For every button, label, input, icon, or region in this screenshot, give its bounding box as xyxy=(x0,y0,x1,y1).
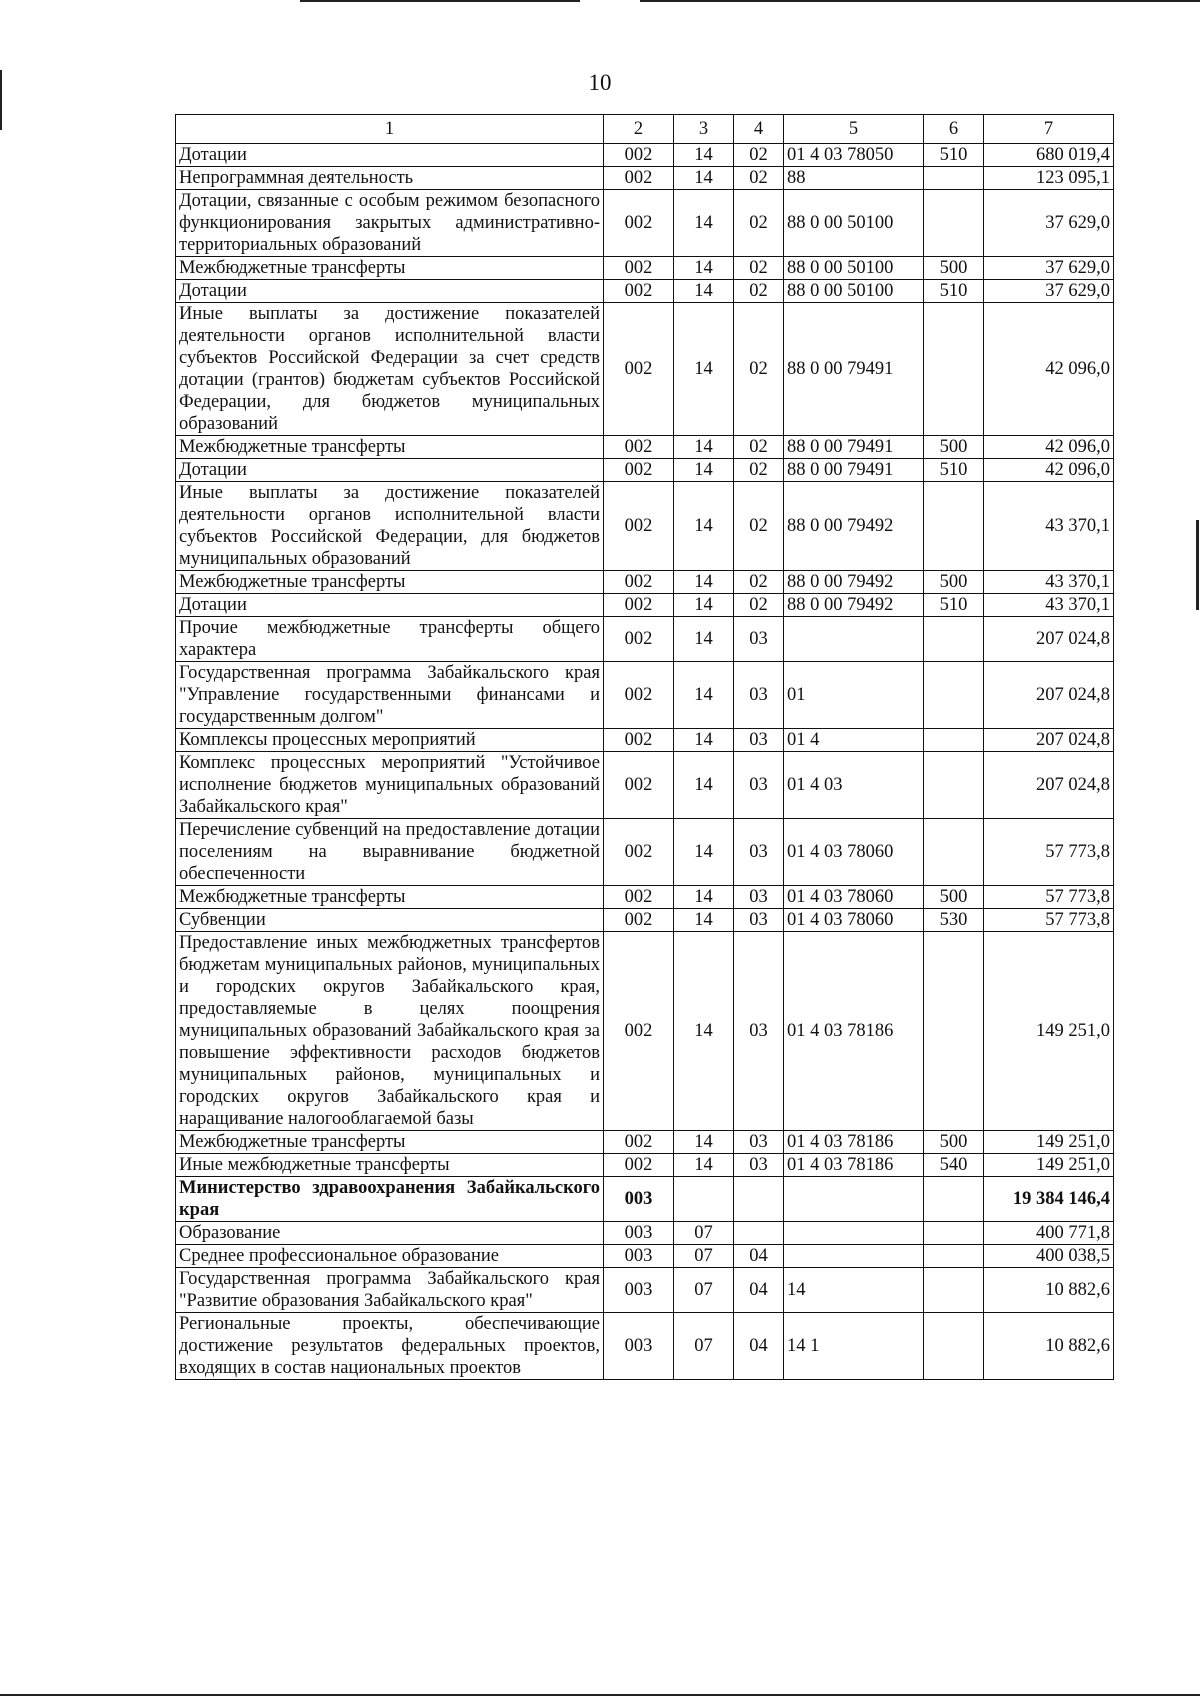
row-amount-cell: 149 251,0 xyxy=(984,932,1114,1131)
row-amount-cell: 400 038,5 xyxy=(984,1245,1114,1268)
row-code-cell: 002 xyxy=(604,280,674,303)
row-type-cell: 500 xyxy=(924,257,984,280)
row-section-cell: 14 xyxy=(674,819,734,886)
table-row xyxy=(176,819,1114,886)
table-row xyxy=(176,459,1114,482)
row-amount-cell: 207 024,8 xyxy=(984,752,1114,819)
table-row xyxy=(176,594,1114,617)
row-name-cell: Иные выплаты за достижение показателей деятельности органов исполнительной власти субъектов Российской Федерации, для бюджетов муниципальных образований xyxy=(176,482,604,571)
table-row xyxy=(176,571,1114,594)
row-code-cell: 003 xyxy=(604,1245,674,1268)
row-amount-cell: 43 370,1 xyxy=(984,482,1114,571)
row-type-cell: 510 xyxy=(924,459,984,482)
row-subsection-cell: 04 xyxy=(734,1245,784,1268)
row-code-cell: 002 xyxy=(604,617,674,662)
row-amount-cell: 10 882,6 xyxy=(984,1268,1114,1313)
row-section-cell: 14 xyxy=(674,729,734,752)
row-amount-cell: 42 096,0 xyxy=(984,303,1114,436)
row-name-cell: Дотации xyxy=(176,144,604,167)
row-target-cell: 01 xyxy=(784,662,924,729)
table-row xyxy=(176,303,1114,436)
row-code-cell: 002 xyxy=(604,1154,674,1177)
table-row xyxy=(176,280,1114,303)
row-name-cell: Межбюджетные трансферты xyxy=(176,571,604,594)
row-name-cell: Перечисление субвенций на предоставление дотации поселениям на выравнивание бюджетной обеспеченности xyxy=(176,819,604,886)
table-row xyxy=(176,190,1114,257)
row-name-cell: Иные межбюджетные трансферты xyxy=(176,1154,604,1177)
row-name-cell: Государственная программа Забайкальского края "Развитие образования Забайкальского края" xyxy=(176,1268,604,1313)
row-subsection-cell: 02 xyxy=(734,167,784,190)
row-type-cell xyxy=(924,482,984,571)
row-section-cell: 14 xyxy=(674,280,734,303)
row-subsection-cell: 02 xyxy=(734,257,784,280)
row-section-cell: 07 xyxy=(674,1222,734,1245)
row-section-cell: 14 xyxy=(674,144,734,167)
header-cell-7: 7 xyxy=(984,115,1114,144)
row-amount-cell: 42 096,0 xyxy=(984,436,1114,459)
row-amount-cell: 57 773,8 xyxy=(984,886,1114,909)
row-type-cell xyxy=(924,1177,984,1222)
row-target-cell: 01 4 03 78060 xyxy=(784,886,924,909)
row-subsection-cell: 03 xyxy=(734,1154,784,1177)
row-code-cell: 003 xyxy=(604,1268,674,1313)
header-cell-5: 5 xyxy=(784,115,924,144)
row-type-cell: 510 xyxy=(924,144,984,167)
row-name-cell: Региональные проекты, обеспечивающие достижение результатов федеральных проектов, входящих в состав национальных проектов xyxy=(176,1313,604,1380)
row-type-cell xyxy=(924,1268,984,1313)
row-amount-cell: 37 629,0 xyxy=(984,257,1114,280)
row-name-cell: Иные выплаты за достижение показателей деятельности органов исполнительной власти субъектов Российской Федерации за счет средств дотации (грантов) бюджетам субъектов Российской Федерации, для бюджетов муниципальных образований xyxy=(176,303,604,436)
row-subsection-cell: 02 xyxy=(734,594,784,617)
row-target-cell xyxy=(784,1222,924,1245)
row-section-cell: 14 xyxy=(674,1154,734,1177)
header-cell-3: 3 xyxy=(674,115,734,144)
row-target-cell: 01 4 03 78186 xyxy=(784,1154,924,1177)
row-code-cell: 002 xyxy=(604,819,674,886)
row-code-cell: 002 xyxy=(604,932,674,1131)
row-target-cell: 88 0 00 79492 xyxy=(784,594,924,617)
row-name-cell: Дотации xyxy=(176,594,604,617)
table-row xyxy=(176,886,1114,909)
row-code-cell: 002 xyxy=(604,303,674,436)
table-row xyxy=(176,1313,1114,1380)
row-name-cell: Комплекс процессных мероприятий "Устойчивое исполнение бюджетов муниципальных образований Забайкальского края" xyxy=(176,752,604,819)
row-target-cell: 88 0 00 79491 xyxy=(784,303,924,436)
row-code-cell: 002 xyxy=(604,257,674,280)
row-section-cell: 14 xyxy=(674,1131,734,1154)
row-code-cell: 002 xyxy=(604,436,674,459)
row-type-cell: 530 xyxy=(924,909,984,932)
row-type-cell: 510 xyxy=(924,594,984,617)
row-target-cell: 01 4 03 78186 xyxy=(784,1131,924,1154)
row-type-cell xyxy=(924,303,984,436)
table-row xyxy=(176,1154,1114,1177)
table-row xyxy=(176,1268,1114,1313)
row-subsection-cell: 03 xyxy=(734,932,784,1131)
row-subsection-cell: 03 xyxy=(734,819,784,886)
row-section-cell: 07 xyxy=(674,1245,734,1268)
row-type-cell: 500 xyxy=(924,571,984,594)
row-target-cell: 14 xyxy=(784,1268,924,1313)
row-subsection-cell: 02 xyxy=(734,459,784,482)
row-amount-cell: 149 251,0 xyxy=(984,1131,1114,1154)
row-subsection-cell: 02 xyxy=(734,144,784,167)
row-amount-cell: 37 629,0 xyxy=(984,190,1114,257)
row-type-cell xyxy=(924,167,984,190)
row-code-cell: 002 xyxy=(604,482,674,571)
row-type-cell xyxy=(924,729,984,752)
table-row xyxy=(176,729,1114,752)
row-amount-cell: 207 024,8 xyxy=(984,617,1114,662)
row-target-cell: 88 0 00 50100 xyxy=(784,280,924,303)
row-target-cell: 88 0 00 50100 xyxy=(784,257,924,280)
row-code-cell: 002 xyxy=(604,752,674,819)
row-section-cell: 14 xyxy=(674,886,734,909)
row-section-cell: 14 xyxy=(674,909,734,932)
row-subsection-cell xyxy=(734,1177,784,1222)
row-code-cell: 002 xyxy=(604,594,674,617)
row-type-cell: 500 xyxy=(924,436,984,459)
row-name-cell: Прочие межбюджетные трансферты общего характера xyxy=(176,617,604,662)
budget-table xyxy=(175,114,1114,1380)
row-subsection-cell: 03 xyxy=(734,909,784,932)
table-body xyxy=(176,115,1114,1380)
row-target-cell: 88 0 00 79491 xyxy=(784,436,924,459)
row-target-cell: 01 4 03 78060 xyxy=(784,819,924,886)
row-name-cell: Межбюджетные трансферты xyxy=(176,1131,604,1154)
row-type-cell xyxy=(924,752,984,819)
row-amount-cell: 37 629,0 xyxy=(984,280,1114,303)
row-section-cell xyxy=(674,1177,734,1222)
row-type-cell xyxy=(924,819,984,886)
row-amount-cell: 680 019,4 xyxy=(984,144,1114,167)
row-section-cell: 14 xyxy=(674,617,734,662)
row-amount-cell: 149 251,0 xyxy=(984,1154,1114,1177)
row-subsection-cell: 02 xyxy=(734,482,784,571)
row-code-cell: 002 xyxy=(604,459,674,482)
row-code-cell: 002 xyxy=(604,662,674,729)
row-type-cell xyxy=(924,1313,984,1380)
row-name-cell: Дотации xyxy=(176,280,604,303)
row-name-cell: Министерство здравоохранения Забайкальского края xyxy=(176,1177,604,1222)
table-row xyxy=(176,436,1114,459)
row-subsection-cell: 02 xyxy=(734,280,784,303)
table-row xyxy=(176,1131,1114,1154)
table-row xyxy=(176,257,1114,280)
row-subsection-cell: 02 xyxy=(734,303,784,436)
row-section-cell: 14 xyxy=(674,459,734,482)
table-row xyxy=(176,932,1114,1131)
row-subsection-cell xyxy=(734,1222,784,1245)
row-name-cell: Межбюджетные трансферты xyxy=(176,436,604,459)
table-row xyxy=(176,1222,1114,1245)
row-target-cell: 01 4 03 78186 xyxy=(784,932,924,1131)
scan-edge-bottom xyxy=(0,1694,1200,1696)
row-code-cell: 002 xyxy=(604,886,674,909)
row-subsection-cell: 03 xyxy=(734,617,784,662)
row-section-cell: 14 xyxy=(674,932,734,1131)
row-section-cell: 14 xyxy=(674,594,734,617)
row-subsection-cell: 04 xyxy=(734,1268,784,1313)
row-amount-cell: 207 024,8 xyxy=(984,662,1114,729)
row-target-cell: 88 0 00 79491 xyxy=(784,459,924,482)
row-target-cell xyxy=(784,617,924,662)
row-target-cell: 01 4 03 78060 xyxy=(784,909,924,932)
row-type-cell xyxy=(924,662,984,729)
row-amount-cell: 10 882,6 xyxy=(984,1313,1114,1380)
row-code-cell: 002 xyxy=(604,144,674,167)
table-row xyxy=(176,662,1114,729)
row-subsection-cell: 03 xyxy=(734,1131,784,1154)
table-header-row xyxy=(176,115,1114,144)
row-type-cell xyxy=(924,617,984,662)
row-amount-cell: 57 773,8 xyxy=(984,819,1114,886)
row-subsection-cell: 03 xyxy=(734,729,784,752)
header-cell-6: 6 xyxy=(924,115,984,144)
header-cell-1: 1 xyxy=(176,115,604,144)
row-amount-cell: 123 095,1 xyxy=(984,167,1114,190)
row-name-cell: Непрограммная деятельность xyxy=(176,167,604,190)
row-code-cell: 003 xyxy=(604,1313,674,1380)
row-target-cell: 01 4 03 78050 xyxy=(784,144,924,167)
row-code-cell: 002 xyxy=(604,909,674,932)
row-amount-cell: 57 773,8 xyxy=(984,909,1114,932)
row-section-cell: 14 xyxy=(674,571,734,594)
scan-edge-right xyxy=(1196,520,1199,610)
table-row xyxy=(176,167,1114,190)
row-target-cell: 01 4 xyxy=(784,729,924,752)
row-section-cell: 07 xyxy=(674,1268,734,1313)
header-cell-4: 4 xyxy=(734,115,784,144)
row-code-cell: 002 xyxy=(604,190,674,257)
row-code-cell: 002 xyxy=(604,1131,674,1154)
row-type-cell xyxy=(924,932,984,1131)
row-name-cell: Среднее профессиональное образование xyxy=(176,1245,604,1268)
table-row xyxy=(176,617,1114,662)
row-amount-cell: 43 370,1 xyxy=(984,571,1114,594)
row-name-cell: Комплексы процессных мероприятий xyxy=(176,729,604,752)
table-row xyxy=(176,144,1114,167)
row-code-cell: 002 xyxy=(604,571,674,594)
row-subsection-cell: 02 xyxy=(734,571,784,594)
row-subsection-cell: 03 xyxy=(734,752,784,819)
table-row xyxy=(176,1245,1114,1268)
row-subsection-cell: 02 xyxy=(734,190,784,257)
row-type-cell: 540 xyxy=(924,1154,984,1177)
row-name-cell: Государственная программа Забайкальского края "Управление государственными финансами и государственным долгом" xyxy=(176,662,604,729)
header-cell-2: 2 xyxy=(604,115,674,144)
row-target-cell: 88 0 00 50100 xyxy=(784,190,924,257)
scan-edge-top xyxy=(300,0,580,2)
row-amount-cell: 19 384 146,4 xyxy=(984,1177,1114,1222)
row-type-cell xyxy=(924,1222,984,1245)
row-section-cell: 14 xyxy=(674,303,734,436)
row-type-cell: 500 xyxy=(924,886,984,909)
table-row xyxy=(176,482,1114,571)
row-amount-cell: 42 096,0 xyxy=(984,459,1114,482)
row-section-cell: 14 xyxy=(674,257,734,280)
row-code-cell: 003 xyxy=(604,1222,674,1245)
row-subsection-cell: 02 xyxy=(734,436,784,459)
row-name-cell: Дотации xyxy=(176,459,604,482)
row-type-cell xyxy=(924,190,984,257)
table-row xyxy=(176,909,1114,932)
row-amount-cell: 400 771,8 xyxy=(984,1222,1114,1245)
row-name-cell: Предоставление иных межбюджетных трансфертов бюджетам муниципальных районов, муниципальных и городских округов Забайкальского края, предоставляемые в целях поощрения муниципальных образований Забайкальского края за повышение эффективности расходов бюджетов муниципальных районов, муниципальных и городских округов Забайкальского края и наращивание налогооблагаемой базы xyxy=(176,932,604,1131)
row-section-cell: 14 xyxy=(674,482,734,571)
row-section-cell: 14 xyxy=(674,167,734,190)
row-subsection-cell: 04 xyxy=(734,1313,784,1380)
row-name-cell: Субвенции xyxy=(176,909,604,932)
row-type-cell xyxy=(924,1245,984,1268)
row-subsection-cell: 03 xyxy=(734,662,784,729)
row-section-cell: 14 xyxy=(674,662,734,729)
row-section-cell: 14 xyxy=(674,190,734,257)
row-target-cell: 88 xyxy=(784,167,924,190)
row-name-cell: Межбюджетные трансферты xyxy=(176,257,604,280)
row-amount-cell: 43 370,1 xyxy=(984,594,1114,617)
row-type-cell: 500 xyxy=(924,1131,984,1154)
scan-edge-top-right xyxy=(640,0,1200,2)
row-target-cell: 88 0 00 79492 xyxy=(784,482,924,571)
row-amount-cell: 207 024,8 xyxy=(984,729,1114,752)
row-name-cell: Образование xyxy=(176,1222,604,1245)
row-section-cell: 14 xyxy=(674,436,734,459)
row-name-cell: Межбюджетные трансферты xyxy=(176,886,604,909)
row-name-cell: Дотации, связанные с особым режимом безопасного функционирования закрытых административно-территориальных образований xyxy=(176,190,604,257)
row-type-cell: 510 xyxy=(924,280,984,303)
row-target-cell: 01 4 03 xyxy=(784,752,924,819)
row-code-cell: 002 xyxy=(604,729,674,752)
row-target-cell xyxy=(784,1245,924,1268)
row-code-cell: 003 xyxy=(604,1177,674,1222)
row-target-cell: 88 0 00 79492 xyxy=(784,571,924,594)
table-row xyxy=(176,752,1114,819)
table-row xyxy=(176,1177,1114,1222)
row-section-cell: 07 xyxy=(674,1313,734,1380)
row-section-cell: 14 xyxy=(674,752,734,819)
page-number: 10 xyxy=(588,70,612,95)
row-target-cell xyxy=(784,1177,924,1222)
row-target-cell: 14 1 xyxy=(784,1313,924,1380)
row-subsection-cell: 03 xyxy=(734,886,784,909)
row-code-cell: 002 xyxy=(604,167,674,190)
